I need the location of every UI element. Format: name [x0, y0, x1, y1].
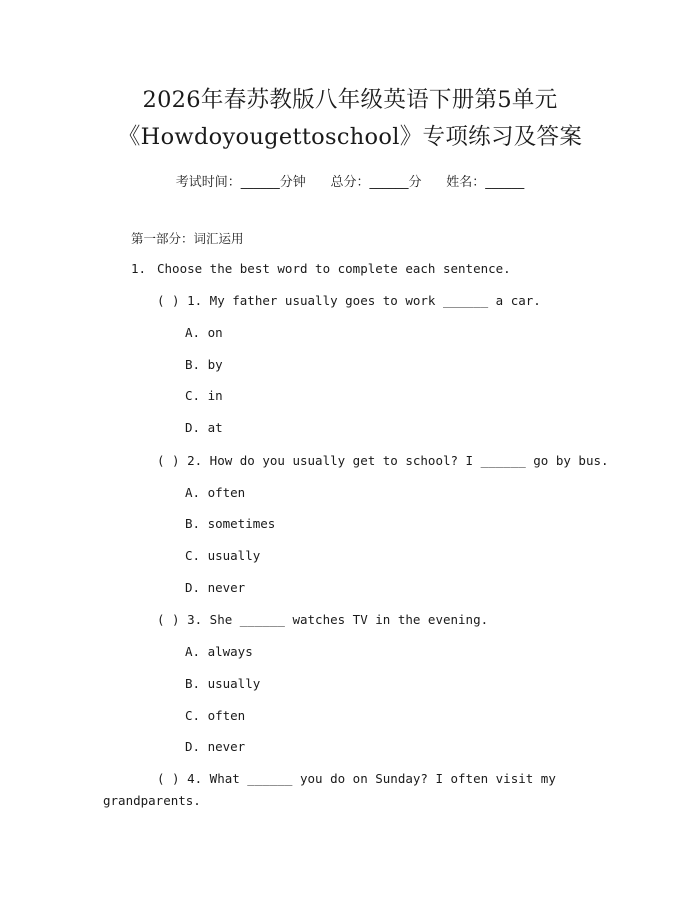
option-b: B. usually: [185, 676, 261, 691]
option-a: A. always: [185, 644, 253, 659]
option-d: D. never: [185, 580, 246, 595]
document-title-line-2: 《Howdoyougettoschool》专项练习及答案: [117, 124, 583, 150]
option-b: B. by: [185, 357, 223, 372]
question-stem: ( ) 1. My father usually goes to work ______ a car.: [157, 293, 541, 308]
question-stem: ( ) 4. What ______ you do on Sunday? I often visit my: [157, 771, 556, 786]
option-a: A. often: [185, 485, 246, 500]
option-c: C. in: [185, 388, 223, 403]
document-title-line-1: 2026年春苏教版八年级英语下册第5单元: [142, 87, 558, 113]
option-c: C. usually: [185, 548, 261, 563]
option-b: B. sometimes: [185, 516, 276, 531]
option-d: D. never: [185, 739, 246, 754]
question-stem: ( ) 2. How do you usually get to school? I ______ go by bus.: [157, 453, 609, 468]
option-c: C. often: [185, 708, 246, 723]
option-a: A. on: [185, 325, 223, 340]
exam-meta-line: 考试时间：______分钟 总分：______分 姓名：______: [175, 175, 525, 190]
question-group-instruction: Choose the best word to complete each sentence.: [157, 261, 511, 276]
section-heading: 第一部分：词汇运用: [131, 231, 244, 246]
option-d: D. at: [185, 420, 223, 435]
question-stem: ( ) 3. She ______ watches TV in the evening.: [157, 612, 489, 627]
question-group-number: 1.: [131, 261, 147, 276]
question-stem-continuation: grandparents.: [103, 793, 201, 808]
